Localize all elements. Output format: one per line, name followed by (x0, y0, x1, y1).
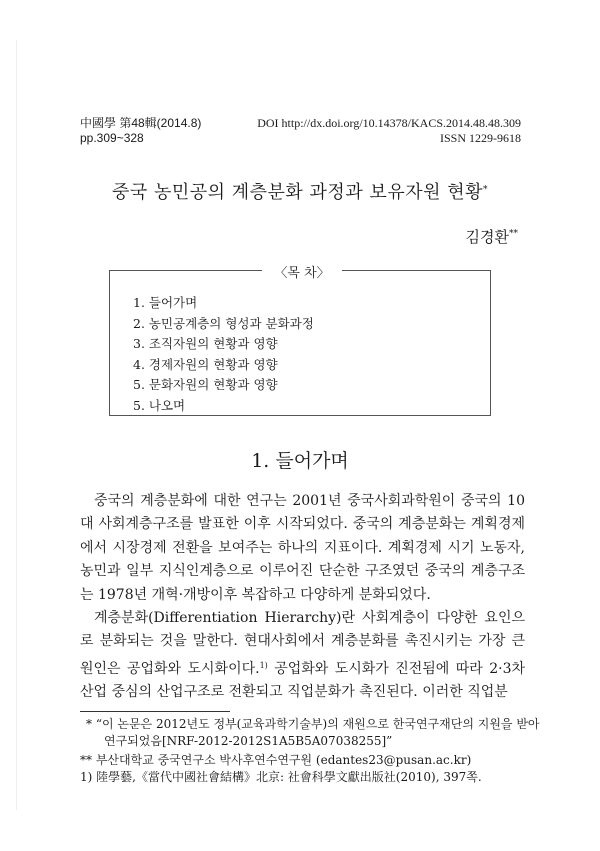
paper-title (0, 178, 600, 204)
toc-list (133, 293, 314, 416)
toc-item: 2. 농민공계층의 형성과 분화과정 (133, 315, 314, 331)
journal-header (80, 116, 201, 146)
paragraph-text: 공업화와 도시화가 진전됨에 따라 2·3차 산업 중심의 산업구조로 전환되고 직업분화가 촉진된다. 이러한 직업분 (80, 660, 526, 701)
footnote-affiliation: ** 부산대학교 중국연구소 박사후연수연구원 (edantes23@pusan.ac.kr) (80, 753, 472, 767)
author-line (466, 226, 518, 247)
toc-item: 1. 들어가며 (133, 295, 198, 310)
paragraph-text: 계층분화(Differentiation Hierarchy)란 사회계층이 다양한 요인으로 분화되는 것을 말한다. 현대사회에서 계층분화를 촉진시키는 가장 큰 원인은 공업화와 도시화이다. (80, 610, 525, 677)
toc-item: 5. 문화자원의 현황과 영향 (133, 377, 278, 392)
page-range: pp.309~328 (80, 131, 144, 145)
footnote-divider (80, 711, 230, 712)
footnote-ref[interactable]: 1) (259, 660, 268, 670)
toc-item: 4. 경제자원의 현황과 영향 (133, 356, 278, 372)
paper-title-text: 중국 농민공의 계층분화 과정과 보유자원 현황 (112, 182, 483, 203)
issn: ISSN 1229-9618 (439, 131, 521, 145)
doi-link[interactable]: DOI http://dx.doi.org/10.14378/KACS.2014.48.48.309 (257, 116, 521, 130)
toc-label: 〈목 차〉 (262, 262, 342, 281)
page-spine-shadow (16, 40, 17, 810)
toc-item: 5. 나오며 (133, 397, 186, 413)
journal-issue: 中國學 第48輯(2014.8) (80, 116, 202, 130)
toc-item: 3. 조직자원의 현황과 영향 (133, 336, 278, 351)
footnote-funding: * “이 논문은 2012년도 정부(교육과학기술부)의 재원으로 한국연구재단의 지원을 받아 연구되었음[NRF-2012-2012S1A5B5A07038255]” (86, 717, 540, 748)
table-of-contents-box (109, 270, 491, 416)
footnote-reference: 1) 陸學藝,《當代中國社會結構》北京: 社會科學文獻出版社(2010), 397쪽. (80, 770, 482, 784)
author-name: 김경환 (465, 228, 509, 246)
doi-header (257, 116, 521, 146)
author-footnote-mark: ** (509, 229, 518, 239)
title-footnote-mark: * (482, 185, 488, 195)
section-heading: 1. 들어가며 (251, 450, 349, 472)
body-text (80, 490, 525, 705)
paragraph: 중국의 계층분화에 대한 연구는 2001년 중국사회과학원이 중국의 10대 사회계층구조를 발표한 이후 시작되었다. 중국의 계층분화는 계획경제에서 시장경제 전환을 보여주는 하나의 지표이다. 계획경제 시기 노동자, 농민과 일부 지식인계층으로 이루어진 단순한 구조였던 중국의 계층구조는 1978년 개혁·개방이후 복잡하고 다양하게 분화되었다. (80, 493, 525, 603)
paragraph (80, 607, 525, 705)
